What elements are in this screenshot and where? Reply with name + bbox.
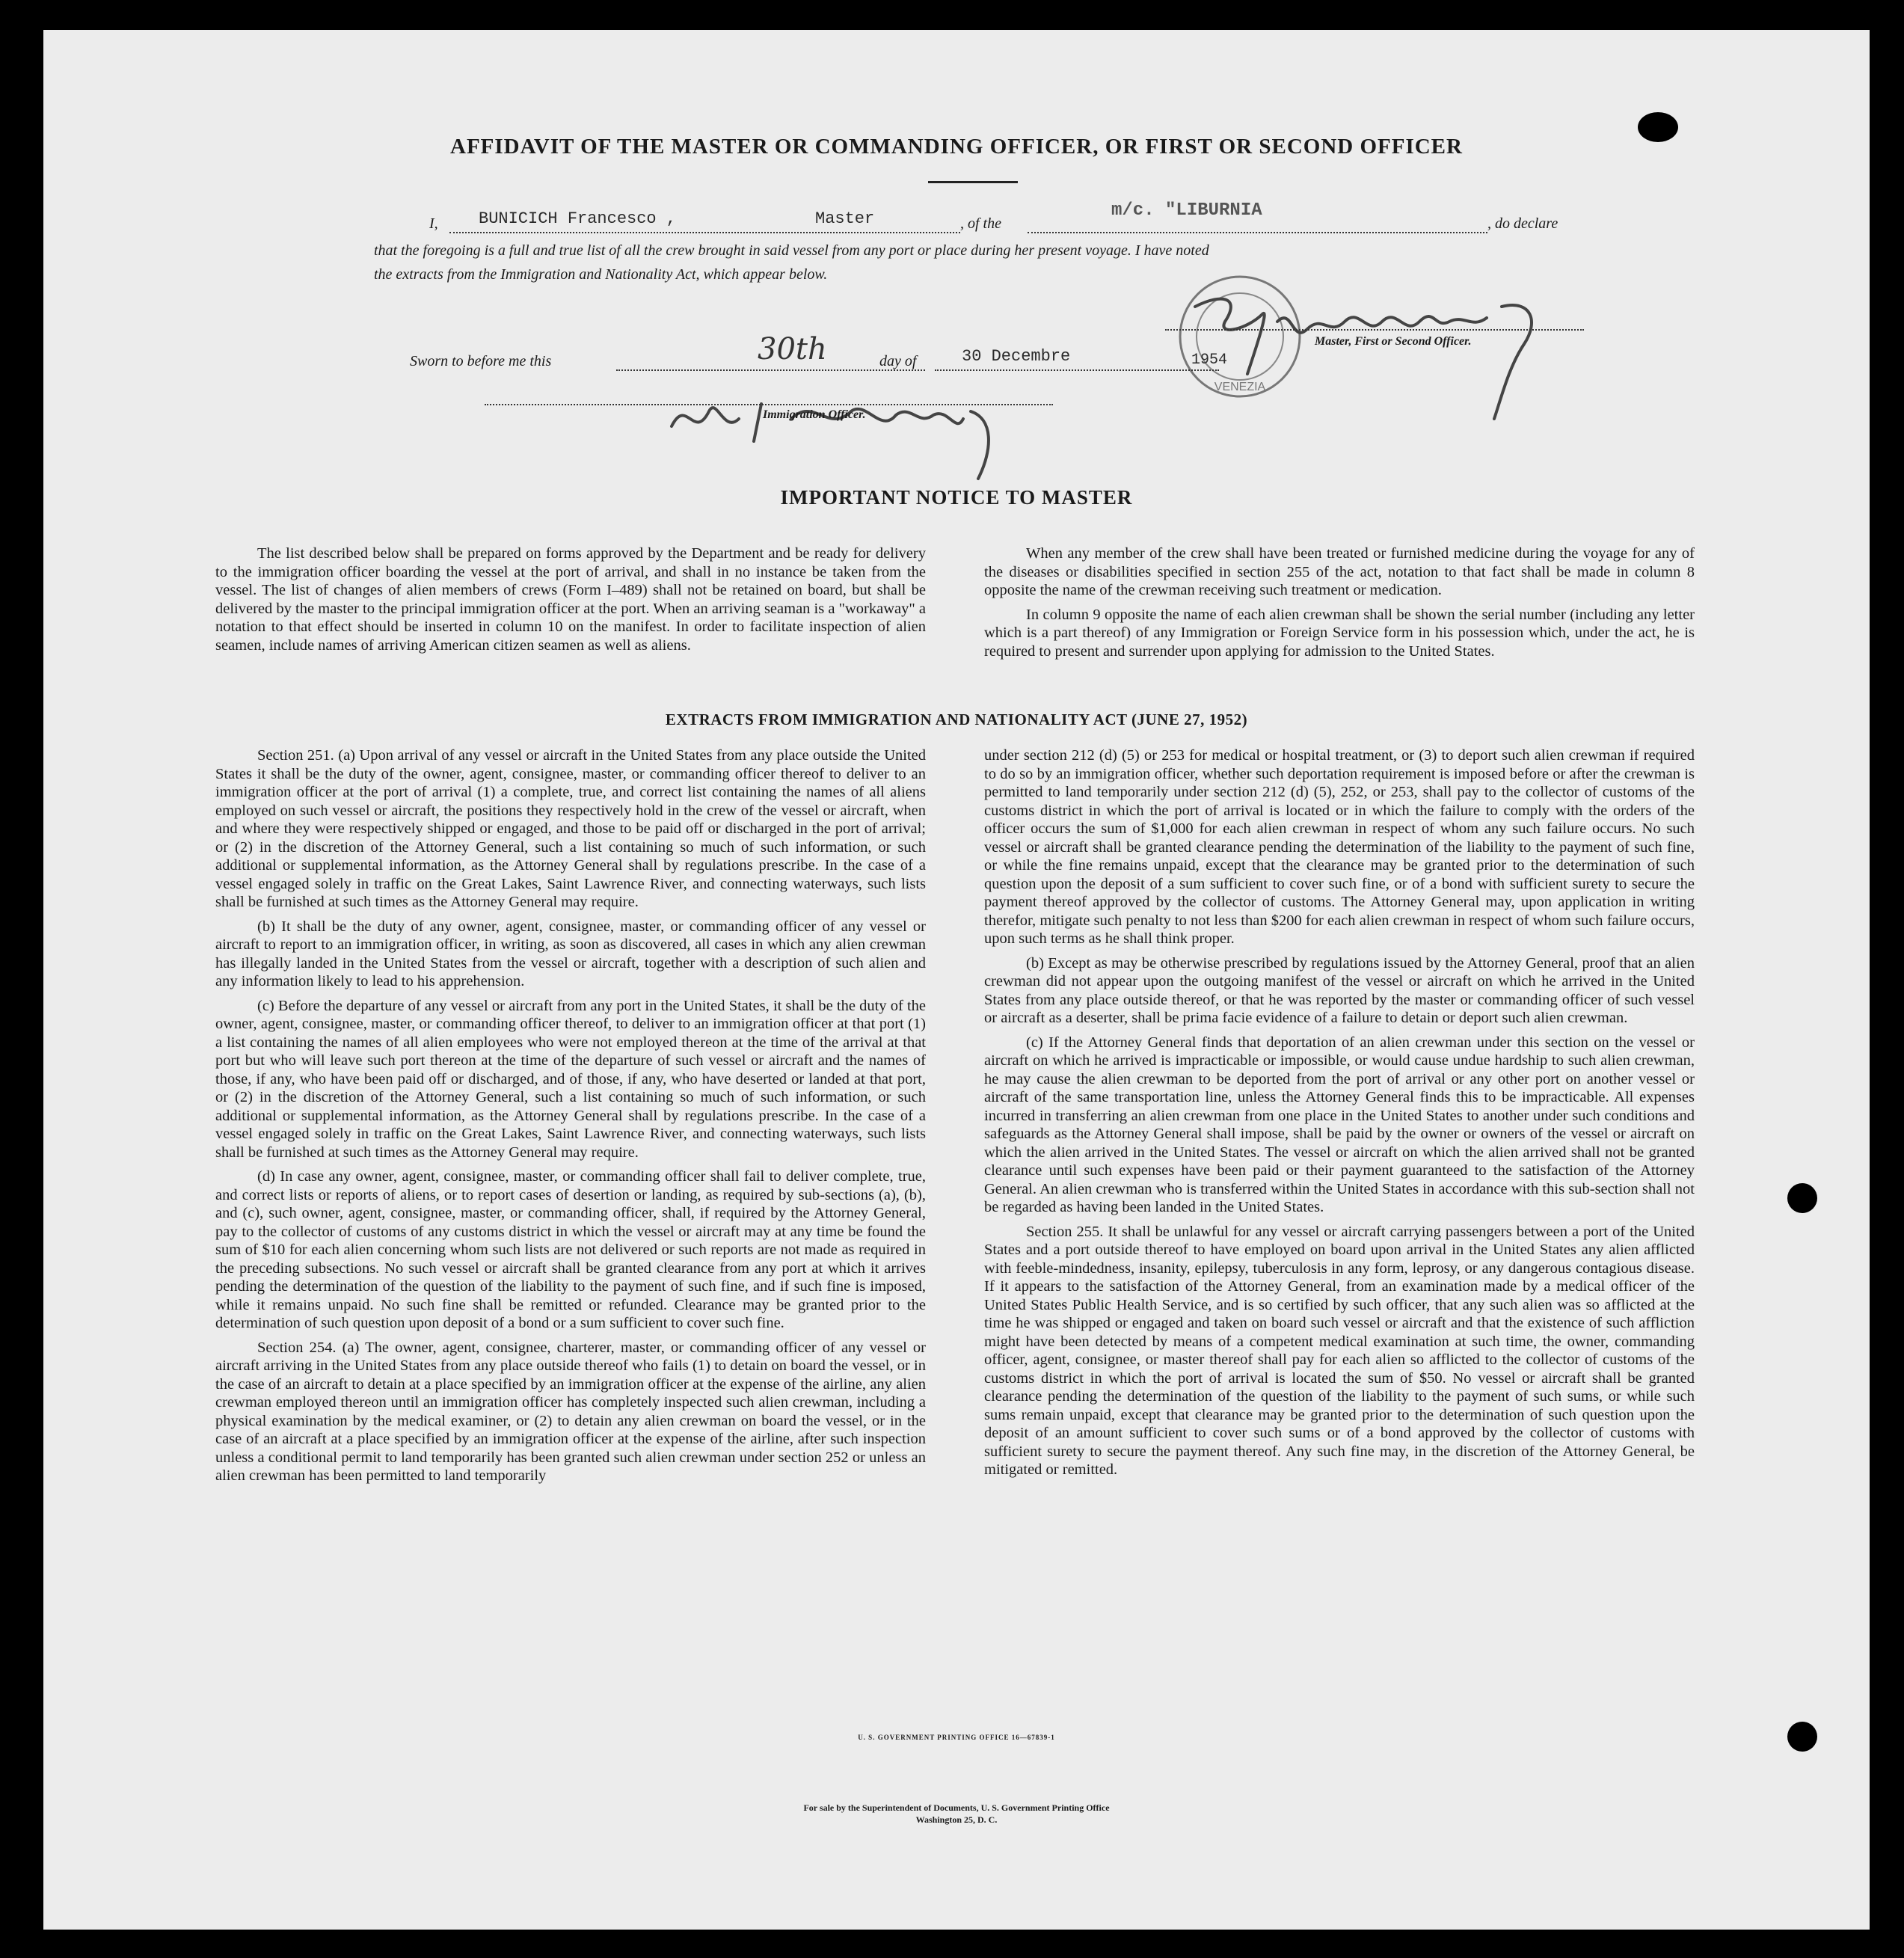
statement-line-1: that the foregoing is a full and true list of all the crew brought in said vessel from any port or place during her present voyage. I have noted	[374, 242, 1209, 259]
extract-paragraph: (c) Before the departure of any vessel or aircraft from any port in the United States, it shall be the duty of the owner, agent, consignee, master, or commanding officer thereof, to deliver to an immigration officer at that port (1) a list containing the names of all alien employees who were not employed thereon at the time of the arrival at that port but who will leave such port thereon at the time of the departure of such vessel or aircraft and the names of those, if any, who have been paid off or discharged, and of those, if any, who have deserted or landed at that port, or (2) in the discretion of the Attorney General, such a list containing so much of such information, or such additional or supplemental information, as the Attorney General shall by regulations prescribe. In the case of a vessel engaged solely in traffic on the Great Lakes, Saint Lawrence River, and connecting waterways, such lists shall be furnished at such times as the Attorney General may require.	[215, 997, 926, 1161]
affidavit-title: AFFIDAVIT OF THE MASTER OR COMMANDING OFFICER, OR FIRST OR SECOND OFFICER	[450, 135, 1463, 159]
extract-paragraph: (b) Except as may be otherwise prescribed by regulations issued by the Attorney General, proof that an alien crewman did not appear upon the outgoing manifest of the vessel or aircraft on which he arrived in the United States from any place outside thereof, or that he was reported by the master or commanding officer of such vessel or aircraft as a deserter, shall be prima facie evidence of a failure to detain or deport such alien crewman.	[984, 954, 1695, 1026]
declare-label: , do declare	[1487, 215, 1558, 232]
extracts-right-column	[984, 746, 1695, 1479]
extract-paragraph: (b) It shall be the duty of any owner, agent, consignee, master, or commanding officer of any vessel or aircraft to report to an immigration officer, in writing, as soon as discovered, all cases in which any alien crewman has illegally landed in the United States from the vessel or aircraft, together with a description of such alien and any information likely to lead to his apprehension.	[215, 918, 926, 989]
statement-line-2: the extracts from the Immigration and Nationality Act, which appear below.	[374, 266, 828, 283]
extract-paragraph: Section 251. (a) Upon arrival of any vessel or aircraft in the United States from any place outside the United States it shall be the duty of the owner, agent, consignee, master, or commanding officer thereof to deliver to an immigration officer at the port of arrival (1) a complete, true, and correct list containing the names of all aliens employed on such vessel or aircraft, the positions they respectively hold in the crew of the vessel or aircraft, when and where they were respectively shipped or engaged, and those to be paid off or discharged in the port of arrival; or (2) in the discretion of the Attorney General, such a list containing so much of such information, or such additional or supplemental information, as the Attorney General shall by regulations prescribe. In the case of a vessel engaged solely in traffic on the Great Lakes, Saint Lawrence River, and connecting waterways, such lists shall be furnished at such times as the Attorney General may require.	[215, 747, 926, 910]
extract-paragraph: (c) If the Attorney General finds that deportation of an alien crewman under this section on the vessel or aircraft on which he arrived is impracticable or impossible, or would cause undue hardship to such alien crewman, he may cause the alien crewman to be deported from the port of arrival or any other port on another vessel or aircraft of the same transportation line, unless the Attorney General finds this to be impracticable. All expenses incurred in transferring an alien crewman from one place in the United States to another under such conditions and safeguards as the Attorney General shall impose, shall be paid by the owner or owners of the vessel or aircraft on which the alien arrived in the United States. The vessel or aircraft on which the alien arrived shall not be granted clearance until such expenses have been paid or their payment guaranteed to the satisfaction of the Attorney General. An alien crewman who is transferred within the United States in accordance with this sub-section shall not be regarded as having been landed in the United States.	[984, 1034, 1695, 1215]
stamp-text: VENEZIA	[1214, 381, 1266, 393]
day-of-label: day of	[879, 353, 917, 369]
sworn-year: 1954	[1191, 352, 1228, 369]
master-caption: Master, First or Second Officer.	[1315, 335, 1472, 348]
vessel-name: m/c. "LIBURNIA	[1111, 200, 1262, 221]
extract-paragraph: under section 212 (d) (5) or 253 for medical or hospital treatment, or (3) to deport such alien crewman if required to do so by an immigration officer, whether such deportation requirement is imposed before or after the crewman is permitted to land temporarily under section 212 (d) (5), 252, or 253, shall pay to the collector of customs of the customs district in which the port of arrival is located or in which the failure to comply with the orders of the officer occurs the sum of $1,000 for each alien crewman in respect of whom any such failure occurs. No such vessel or aircraft shall be granted clearance pending the determination of the liability to the payment of such fine, or while the fine remains unpaid, except that the clearance may be granted prior to the determination of such question upon the deposit of a sum sufficient to cover such fine, or of a bond with sufficient surety to secure the payment thereof approved by the collector of customs. The Attorney General may, upon application in writing therefor, mitigate such penalty to not less than $200 for each alien crewman in respect of whom such failure occurs, upon such terms as he shall think proper.	[984, 747, 1695, 947]
master-signature	[1180, 277, 1599, 426]
crew-master-name: BUNICICH Francesco ,	[479, 209, 677, 228]
vessel-line	[1028, 232, 1487, 233]
name-line	[449, 232, 960, 233]
officer-caption: Immigration Officer.	[763, 408, 866, 421]
extract-paragraph: (d) In case any owner, agent, consignee, master, or commanding officer shall fail to deliver complete, true, and correct lists or reports of aliens, or to report cases of desertion or landing, as required by sub-sections (a), (b), and (c), such owner, agent, consignee, master, or commanding officer, shall, if required by the Attorney General, pay to the collector of customs of any customs district in which the vessel or aircraft may at any time be found the sum of $10 for each alien concerning whom such lists are not delivered or such reports are not made as required in the preceding subsections. No such vessel or aircraft shall be granted clearance from any port at which it arrives pending the determination of the question of the liability to the payment of such fine, and if such fine is imposed, while it remains unpaid. No such fine shall be remitted or refunded. Clearance may be granted prior to the determination of such question upon deposit of a bond or a sum sufficient to cover such fine.	[215, 1168, 926, 1331]
sale-line-2: Washington 25, D. C.	[915, 1814, 998, 1825]
of-the-label: , of the	[960, 215, 1001, 232]
immigration-officer-signature	[642, 366, 1031, 486]
extracts-left-column	[215, 746, 926, 1485]
extract-paragraph: Section 254. (a) The owner, agent, consignee, charterer, master, or commanding officer of any vessel or aircraft arriving in the United States from any place outside thereof who fails (1) to detain on board the vessel, or in the case of an aircraft to detain at a place specified by an immigration officer at the expense of the airline, any alien crewman employed thereon until an immigration officer has completely inspected such alien crewman, including a physical examination by the medical examiner, or (2) to detain any alien crewman on board the vessel, or in the case of an aircraft at a place specified by an immigration officer at the expense of the airline, after such inspection unless a conditional permit to land temporarily has been granted such alien crewman under section 252 or unless an alien crewman has been permitted to land temporarily	[215, 1339, 926, 1484]
notice-paragraph: In column 9 opposite the name of each alien crewman shall be shown the serial number (including any letter which is a part thereof) of any Immigration or Foreign Service form in his possession which, under the act, he is required to present and surrender upon applying for admission to the United States.	[984, 606, 1695, 660]
punch-hole-upper	[1787, 1183, 1817, 1213]
sworn-date: 30 Decembre	[962, 347, 1071, 366]
i-label: I,	[429, 215, 438, 232]
printer-line: U. S. GOVERNMENT PRINTING OFFICE 16—67839-1	[858, 1734, 1055, 1741]
notice-paragraph: When any member of the crew shall have been treated or furnished medicine during the voyage for any of the diseases or disabilities specified in section 255 of the act, notation to that fact shall be made in column 8 opposite the name of the crewman receiving such treatment or medication.	[984, 545, 1695, 598]
sworn-day: 30th	[758, 332, 827, 366]
officer-signature-line	[485, 404, 1053, 405]
extract-paragraph: Section 255. It shall be unlawful for any vessel or aircraft carrying passengers between a port of the United States and a port outside thereof to have employed on board upon arrival in the United States any alien afflicted with feeble-mindedness, insanity, epilepsy, tuberculosis in any form, leprosy, or any dangerous contagious disease. If it appears to the satisfaction of the Attorney General, from an examination made by a medical officer of the United States Public Health Service, and is so certified by such officer, that any such alien was so afflicted at the time he was shipped or engaged and taken on board such vessel or aircraft and that the existence of such affliction might have been detected by means of a competent medical examination at such time, the owner, commanding officer, agent, consignee, or master thereof shall pay for each alien so afflicted to the collector of customs of the customs district in which the port of arrival is located the sum of $50. No vessel or aircraft shall be granted clearance pending the determination of the question of the liability to the payment of such sums, or while such sums remain unpaid, except that clearance may be granted prior to the determination of such question upon the deposit of an amount sufficient to cover such sums or of a bond approved by the collector of customs with sufficient surety to secure the payment thereof. Any such fine may, in the discretion of the Attorney General, be mitigated or remitted.	[984, 1223, 1695, 1478]
document-page	[43, 30, 1870, 1930]
rank-field: Master	[815, 209, 875, 228]
notice-title: IMPORTANT NOTICE TO MASTER	[780, 486, 1133, 509]
sworn-label: Sworn to before me this	[410, 353, 552, 369]
title-rule	[928, 181, 1018, 183]
notice-right-column	[984, 544, 1695, 660]
extracts-title: EXTRACTS FROM IMMIGRATION AND NATIONALITY ACT (JUNE 27, 1952)	[665, 711, 1248, 728]
sale-line-1: For sale by the Superintendent of Documents, U. S. Government Printing Office	[803, 1802, 1110, 1813]
notice-left-column	[215, 544, 926, 654]
signature-line	[1165, 329, 1584, 331]
notice-paragraph: The list described below shall be prepared on forms approved by the Department and be ready for delivery to the immigration officer boarding the vessel at the port of arrival, and shall in no instance be taken from the vessel. The list of changes of alien members of crews (Form I–489) shall not be retained on board, but shall be delivered by the master to the principal immigration officer at the port. When an arriving seaman is a "workaway" a notation to that effect should be inserted in column 10 on the manifest. In order to facilitate inspection of alien seamen, include names of arriving American citizen seamen as well as aliens.	[215, 545, 926, 654]
